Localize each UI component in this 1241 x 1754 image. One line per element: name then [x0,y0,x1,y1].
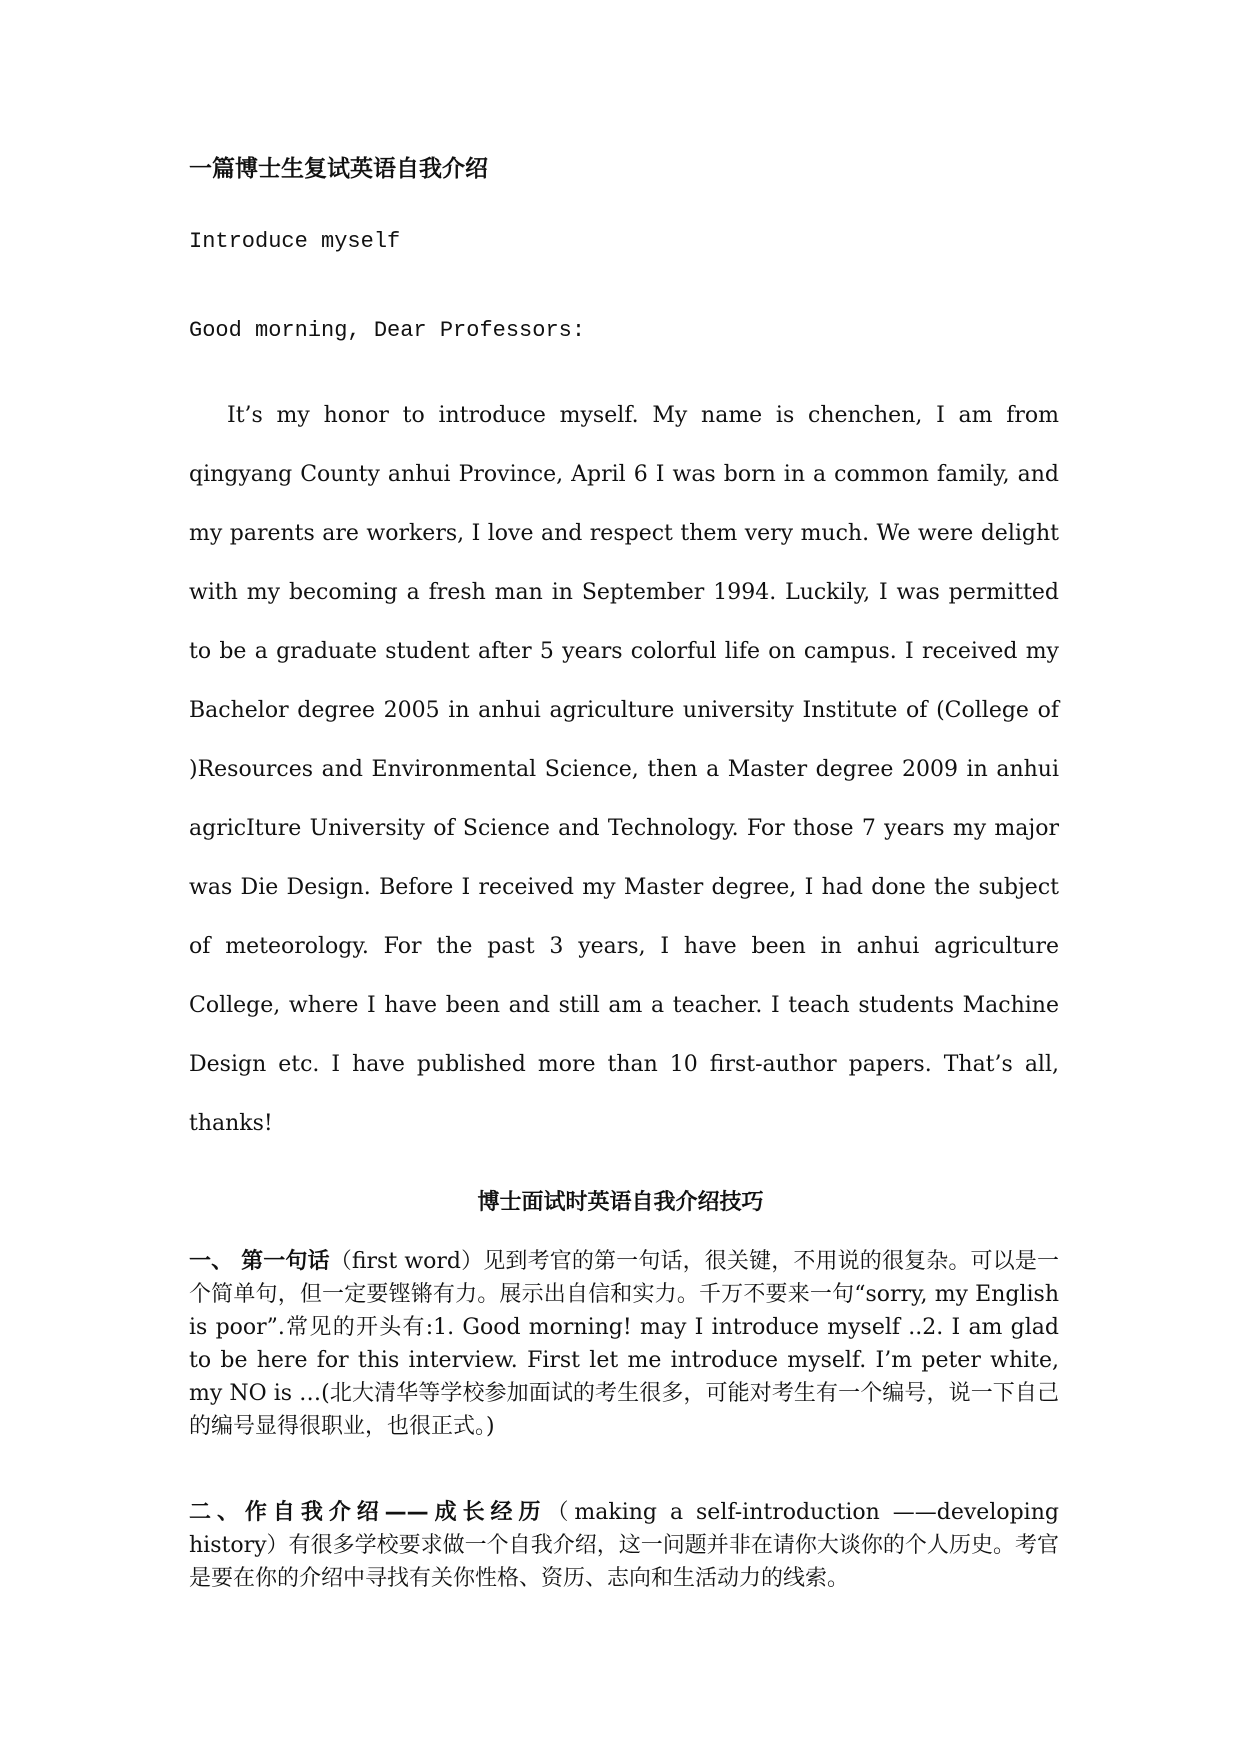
tip-lead: 一、 第一句话 [189,1249,330,1274]
self-introduction-paragraph: It’s my honor to introduce myself. My name is chenchen, I am from qingyang County anhui Province, April 6 I was born in a common family, and my parents are workers, I love and respect them very much. We were delight with my becoming a fresh man in September 1994. Luckily, I was permitted to be a graduate student after 5 years colorful life on campus. I received my Bachelor degree 2005 in anhui agriculture university Institute of (College of )Resources and Environmental Science, then a Master degree 2009 in anhui agricIture University of Science and Technology. For those 7 years my major was Die Design. Before I received my Master degree, I had done the subject of meteorology. For the past 3 years, I have been in anhui agriculture College, where I have been and still am a teacher. I teach students Machine Design etc. I have published more than 10 first-author papers. That’s all, thanks! [189,403,1059,1136]
document-title: 一篇博士生复试英语自我介绍 [189,156,488,182]
tip-self-introduction [189,1496,1059,1595]
tip-lead: 二、作自我介绍——成长经历 [189,1500,547,1525]
intro-heading: Introduce myself [189,229,401,254]
greeting-line: Good morning, Dear Professors: [189,318,586,343]
tip-text: （first word）见到考官的第一句话，很关键，不用说的很复杂。可以是一个简单句，但一定要铿锵有力。展示出自信和实力。千万不要来一句“sorry, my English is poor”.常见的开头有:1. Good morning! may I introduce myself ..2. I am glad to be here for this interview. First let me introduce myself. I’m peter white, my NO is …(北大清华等学校参加面试的考生很多，可能对考生有一个编号，说一下自己的编号显得很职业，也很正式。) [189,1249,1059,1439]
tip-text: （making a self-introduction ——developing history）有很多学校要求做一个自我介绍，这一问题并非在请你大谈你的个人历史。考官是要在你的介绍中寻找有关你性格、资历、志向和生活动力的线索。 [189,1500,1059,1591]
tip-first-word [189,1245,1059,1443]
section-title: 博士面试时英语自我介绍技巧 [477,1190,764,1215]
